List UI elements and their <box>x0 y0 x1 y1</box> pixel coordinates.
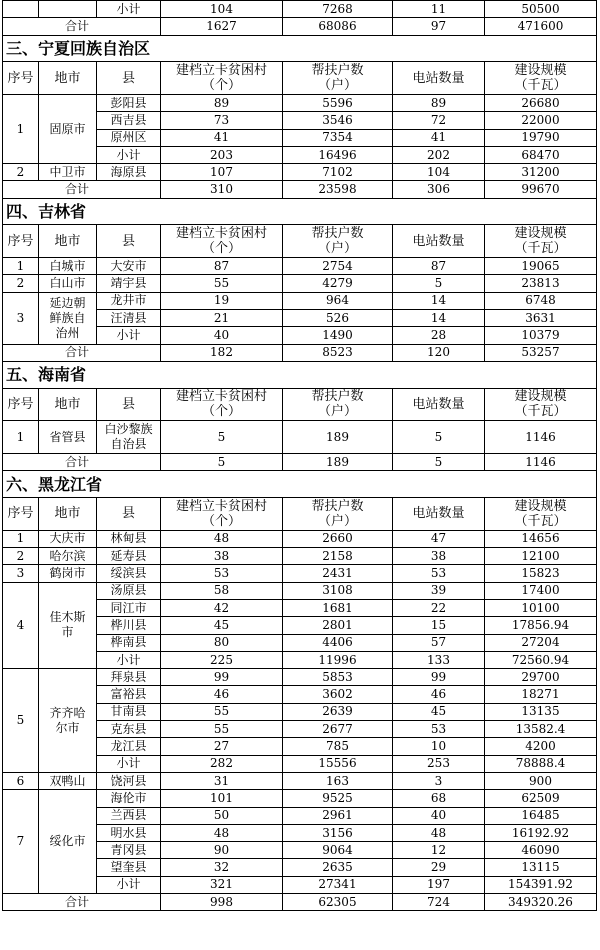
county-cell: 西吉县 <box>97 112 161 129</box>
section-title: 六、黑龙江省 <box>3 471 597 498</box>
scale-cell: 13582.4 <box>485 721 597 738</box>
table-row <box>3 421 597 454</box>
villages-cell: 50 <box>161 807 283 824</box>
total-row <box>3 454 597 471</box>
county-cell: 靖宇县 <box>97 275 161 292</box>
scale-cell: 31200 <box>485 164 597 181</box>
villages-cell: 80 <box>161 634 283 651</box>
total-label-cell: 合计 <box>3 344 161 361</box>
county-cell: 大安市 <box>97 258 161 275</box>
scale-cell: 19790 <box>485 129 597 146</box>
seq-cell: 2 <box>3 164 39 181</box>
villages-cell: 225 <box>161 651 283 668</box>
stations-cell: 10 <box>393 738 485 755</box>
table-row <box>3 565 597 582</box>
scale-cell: 154391.92 <box>485 876 597 893</box>
section-title: 五、海南省 <box>3 361 597 388</box>
header-seq: 序号 <box>3 388 39 421</box>
stations-cell: 72 <box>393 112 485 129</box>
villages-cell: 48 <box>161 530 283 547</box>
city-cell: 延边朝鲜族自治州 <box>39 292 97 344</box>
pv-poverty-alleviation-table <box>2 0 597 911</box>
seq-cell: 3 <box>3 565 39 582</box>
villages-cell: 40 <box>161 327 283 344</box>
section-title: 三、宁夏回族自治区 <box>3 35 597 62</box>
villages-cell: 182 <box>161 344 283 361</box>
scale-cell: 14656 <box>485 530 597 547</box>
stations-cell: 11 <box>393 1 485 18</box>
households-cell: 16496 <box>283 146 393 163</box>
stations-cell: 97 <box>393 18 485 35</box>
households-cell: 2660 <box>283 530 393 547</box>
stations-cell: 14 <box>393 292 485 309</box>
households-cell: 7102 <box>283 164 393 181</box>
total-row <box>3 18 597 35</box>
total-row <box>3 181 597 198</box>
stations-cell: 28 <box>393 327 485 344</box>
table-row <box>3 530 597 547</box>
villages-cell: 104 <box>161 1 283 18</box>
county-cell: 望奎县 <box>97 859 161 876</box>
villages-cell: 310 <box>161 181 283 198</box>
stations-cell: 29 <box>393 859 485 876</box>
table-row <box>3 790 597 807</box>
households-cell: 785 <box>283 738 393 755</box>
households-cell: 189 <box>283 421 393 454</box>
seq-cell: 1 <box>3 530 39 547</box>
total-row <box>3 344 597 361</box>
county-cell: 原州区 <box>97 129 161 146</box>
city-cell: 双鸭山 <box>39 772 97 789</box>
scale-cell: 12100 <box>485 548 597 565</box>
scale-cell: 13135 <box>485 703 597 720</box>
households-cell: 2635 <box>283 859 393 876</box>
county-cell: 汪清县 <box>97 310 161 327</box>
city-cell: 大庆市 <box>39 530 97 547</box>
header-seq: 序号 <box>3 62 39 95</box>
households-cell: 3602 <box>283 686 393 703</box>
scale-cell: 29700 <box>485 669 597 686</box>
stations-cell: 45 <box>393 703 485 720</box>
header-seq: 序号 <box>3 498 39 531</box>
villages-cell: 99 <box>161 669 283 686</box>
scale-cell: 900 <box>485 772 597 789</box>
county-cell: 白沙黎族自治县 <box>97 421 161 454</box>
households-cell: 964 <box>283 292 393 309</box>
header-stations: 电站数量 <box>393 498 485 531</box>
households-cell: 15556 <box>283 755 393 772</box>
stations-cell: 120 <box>393 344 485 361</box>
households-cell: 2801 <box>283 617 393 634</box>
county-cell: 小计 <box>97 876 161 893</box>
stations-cell: 104 <box>393 164 485 181</box>
villages-cell: 203 <box>161 146 283 163</box>
city-cell: 省管县 <box>39 421 97 454</box>
county-cell: 兰西县 <box>97 807 161 824</box>
villages-cell: 21 <box>161 310 283 327</box>
scale-cell: 16192.92 <box>485 824 597 841</box>
stations-cell: 48 <box>393 824 485 841</box>
table-row <box>3 258 597 275</box>
stations-cell: 202 <box>393 146 485 163</box>
stations-cell: 5 <box>393 454 485 471</box>
stations-cell: 53 <box>393 565 485 582</box>
households-cell: 68086 <box>283 18 393 35</box>
header-county: 县 <box>97 62 161 95</box>
section-title-row <box>3 198 597 225</box>
households-cell: 1490 <box>283 327 393 344</box>
villages-cell: 90 <box>161 842 283 859</box>
stations-cell: 724 <box>393 894 485 911</box>
villages-cell: 321 <box>161 876 283 893</box>
scale-cell: 16485 <box>485 807 597 824</box>
stations-cell: 306 <box>393 181 485 198</box>
seq-cell: 6 <box>3 772 39 789</box>
villages-cell: 101 <box>161 790 283 807</box>
stations-cell: 22 <box>393 600 485 617</box>
households-cell: 2677 <box>283 721 393 738</box>
scale-cell: 18271 <box>485 686 597 703</box>
scale-cell: 6748 <box>485 292 597 309</box>
table-row <box>3 1 597 18</box>
villages-cell: 53 <box>161 565 283 582</box>
city-cell: 固原市 <box>39 94 97 163</box>
total-label-cell: 合计 <box>3 894 161 911</box>
seq-cell: 7 <box>3 790 39 894</box>
county-cell: 海原县 <box>97 164 161 181</box>
header-row <box>3 498 597 531</box>
city-cell: 绥化市 <box>39 790 97 894</box>
households-cell: 163 <box>283 772 393 789</box>
scale-cell: 10379 <box>485 327 597 344</box>
households-cell: 27341 <box>283 876 393 893</box>
households-cell: 3546 <box>283 112 393 129</box>
villages-cell: 55 <box>161 275 283 292</box>
header-villages: 建档立卡贫困村 （个） <box>161 388 283 421</box>
county-cell: 小计 <box>97 651 161 668</box>
scale-cell: 19065 <box>485 258 597 275</box>
header-stations: 电站数量 <box>393 388 485 421</box>
households-cell: 62305 <box>283 894 393 911</box>
stations-cell: 40 <box>393 807 485 824</box>
county-cell: 小计 <box>97 146 161 163</box>
scale-cell: 13115 <box>485 859 597 876</box>
villages-cell: 55 <box>161 703 283 720</box>
scale-cell: 68470 <box>485 146 597 163</box>
header-scale: 建设规模 （千瓦） <box>485 388 597 421</box>
households-cell: 3156 <box>283 824 393 841</box>
villages-cell: 19 <box>161 292 283 309</box>
scale-cell: 17856.94 <box>485 617 597 634</box>
villages-cell: 58 <box>161 582 283 599</box>
table-row <box>3 275 597 292</box>
header-county: 县 <box>97 225 161 258</box>
households-cell: 2754 <box>283 258 393 275</box>
stations-cell: 133 <box>393 651 485 668</box>
stations-cell: 53 <box>393 721 485 738</box>
seq-cell: 5 <box>3 669 39 773</box>
scale-cell: 23813 <box>485 275 597 292</box>
city-cell <box>39 1 97 18</box>
households-cell: 8523 <box>283 344 393 361</box>
document-page <box>2 0 596 911</box>
scale-cell: 1146 <box>485 421 597 454</box>
scale-cell: 10100 <box>485 600 597 617</box>
county-cell: 富裕县 <box>97 686 161 703</box>
households-cell: 7268 <box>283 1 393 18</box>
stations-cell: 68 <box>393 790 485 807</box>
scale-cell: 99670 <box>485 181 597 198</box>
villages-cell: 998 <box>161 894 283 911</box>
stations-cell: 38 <box>393 548 485 565</box>
households-cell: 7354 <box>283 129 393 146</box>
seq-cell: 1 <box>3 421 39 454</box>
villages-cell: 27 <box>161 738 283 755</box>
scale-cell: 17400 <box>485 582 597 599</box>
scale-cell: 471600 <box>485 18 597 35</box>
stations-cell: 47 <box>393 530 485 547</box>
stations-cell: 41 <box>393 129 485 146</box>
villages-cell: 38 <box>161 548 283 565</box>
county-cell: 明水县 <box>97 824 161 841</box>
villages-cell: 87 <box>161 258 283 275</box>
villages-cell: 5 <box>161 421 283 454</box>
seq-cell: 1 <box>3 258 39 275</box>
header-villages: 建档立卡贫困村 （个） <box>161 225 283 258</box>
table-row <box>3 772 597 789</box>
stations-cell: 253 <box>393 755 485 772</box>
households-cell: 2639 <box>283 703 393 720</box>
seq-cell: 1 <box>3 94 39 163</box>
stations-cell: 57 <box>393 634 485 651</box>
section-title-row <box>3 35 597 62</box>
villages-cell: 31 <box>161 772 283 789</box>
scale-cell: 1146 <box>485 454 597 471</box>
section-title: 四、吉林省 <box>3 198 597 225</box>
header-city: 地市 <box>39 498 97 531</box>
villages-cell: 5 <box>161 454 283 471</box>
households-cell: 5596 <box>283 94 393 111</box>
table-row <box>3 669 597 686</box>
stations-cell: 87 <box>393 258 485 275</box>
table-row <box>3 548 597 565</box>
header-scale: 建设规模 （千瓦） <box>485 498 597 531</box>
header-row <box>3 225 597 258</box>
header-villages: 建档立卡贫困村 （个） <box>161 498 283 531</box>
header-row <box>3 388 597 421</box>
stations-cell: 5 <box>393 421 485 454</box>
county-cell: 延寿县 <box>97 548 161 565</box>
total-row <box>3 894 597 911</box>
section-title-row <box>3 361 597 388</box>
villages-cell: 32 <box>161 859 283 876</box>
county-cell: 甘南县 <box>97 703 161 720</box>
stations-cell: 5 <box>393 275 485 292</box>
scale-cell: 46090 <box>485 842 597 859</box>
seq-cell: 4 <box>3 582 39 668</box>
county-cell: 桦南县 <box>97 634 161 651</box>
stations-cell: 89 <box>393 94 485 111</box>
stations-cell: 46 <box>393 686 485 703</box>
county-cell: 林甸县 <box>97 530 161 547</box>
header-households: 帮扶户数 （户） <box>283 388 393 421</box>
households-cell: 5853 <box>283 669 393 686</box>
households-cell: 2961 <box>283 807 393 824</box>
county-cell: 海伦市 <box>97 790 161 807</box>
seq-cell: 2 <box>3 275 39 292</box>
stations-cell: 15 <box>393 617 485 634</box>
city-cell: 佳木斯市 <box>39 582 97 668</box>
table-row <box>3 582 597 599</box>
households-cell: 9525 <box>283 790 393 807</box>
stations-cell: 99 <box>393 669 485 686</box>
scale-cell: 50500 <box>485 1 597 18</box>
county-cell: 彭阳县 <box>97 94 161 111</box>
households-cell: 4279 <box>283 275 393 292</box>
scale-cell: 78888.4 <box>485 755 597 772</box>
villages-cell: 55 <box>161 721 283 738</box>
county-cell: 拜泉县 <box>97 669 161 686</box>
section-title-row <box>3 471 597 498</box>
villages-cell: 48 <box>161 824 283 841</box>
header-row <box>3 62 597 95</box>
total-label-cell: 合计 <box>3 181 161 198</box>
stations-cell: 12 <box>393 842 485 859</box>
header-households: 帮扶户数 （户） <box>283 225 393 258</box>
header-county: 县 <box>97 388 161 421</box>
county-cell: 龙江县 <box>97 738 161 755</box>
households-cell: 1681 <box>283 600 393 617</box>
seq-cell <box>3 1 39 18</box>
city-cell: 白城市 <box>39 258 97 275</box>
households-cell: 526 <box>283 310 393 327</box>
header-villages: 建档立卡贫困村 （个） <box>161 62 283 95</box>
header-city: 地市 <box>39 225 97 258</box>
seq-cell: 3 <box>3 292 39 344</box>
city-cell: 哈尔滨 <box>39 548 97 565</box>
city-cell: 中卫市 <box>39 164 97 181</box>
header-households: 帮扶户数 （户） <box>283 498 393 531</box>
scale-cell: 4200 <box>485 738 597 755</box>
header-scale: 建设规模 （千瓦） <box>485 62 597 95</box>
stations-cell: 14 <box>393 310 485 327</box>
villages-cell: 89 <box>161 94 283 111</box>
table-row <box>3 94 597 111</box>
households-cell: 11996 <box>283 651 393 668</box>
county-cell: 克东县 <box>97 721 161 738</box>
header-households: 帮扶户数 （户） <box>283 62 393 95</box>
header-scale: 建设规模 （千瓦） <box>485 225 597 258</box>
scale-cell: 26680 <box>485 94 597 111</box>
scale-cell: 15823 <box>485 565 597 582</box>
villages-cell: 45 <box>161 617 283 634</box>
table-row <box>3 292 597 309</box>
county-cell: 青冈县 <box>97 842 161 859</box>
city-cell: 白山市 <box>39 275 97 292</box>
header-stations: 电站数量 <box>393 62 485 95</box>
households-cell: 9064 <box>283 842 393 859</box>
county-cell: 小计 <box>97 1 161 18</box>
county-cell: 饶河县 <box>97 772 161 789</box>
villages-cell: 42 <box>161 600 283 617</box>
header-stations: 电站数量 <box>393 225 485 258</box>
villages-cell: 73 <box>161 112 283 129</box>
header-city: 地市 <box>39 62 97 95</box>
scale-cell: 53257 <box>485 344 597 361</box>
stations-cell: 197 <box>393 876 485 893</box>
households-cell: 2158 <box>283 548 393 565</box>
header-city: 地市 <box>39 388 97 421</box>
scale-cell: 22000 <box>485 112 597 129</box>
county-cell: 小计 <box>97 327 161 344</box>
households-cell: 4406 <box>283 634 393 651</box>
seq-cell: 2 <box>3 548 39 565</box>
table-row <box>3 164 597 181</box>
header-seq: 序号 <box>3 225 39 258</box>
households-cell: 23598 <box>283 181 393 198</box>
total-label-cell: 合计 <box>3 18 161 35</box>
county-cell: 桦川县 <box>97 617 161 634</box>
villages-cell: 46 <box>161 686 283 703</box>
scale-cell: 72560.94 <box>485 651 597 668</box>
villages-cell: 107 <box>161 164 283 181</box>
scale-cell: 3631 <box>485 310 597 327</box>
scale-cell: 349320.26 <box>485 894 597 911</box>
households-cell: 189 <box>283 454 393 471</box>
total-label-cell: 合计 <box>3 454 161 471</box>
scale-cell: 62509 <box>485 790 597 807</box>
villages-cell: 41 <box>161 129 283 146</box>
stations-cell: 39 <box>393 582 485 599</box>
county-cell: 同江市 <box>97 600 161 617</box>
stations-cell: 3 <box>393 772 485 789</box>
county-cell: 龙井市 <box>97 292 161 309</box>
city-cell: 鹤岗市 <box>39 565 97 582</box>
county-cell: 汤原县 <box>97 582 161 599</box>
villages-cell: 1627 <box>161 18 283 35</box>
scale-cell: 27204 <box>485 634 597 651</box>
county-cell: 绥滨县 <box>97 565 161 582</box>
households-cell: 3108 <box>283 582 393 599</box>
households-cell: 2431 <box>283 565 393 582</box>
villages-cell: 282 <box>161 755 283 772</box>
city-cell: 齐齐哈尔市 <box>39 669 97 773</box>
header-county: 县 <box>97 498 161 531</box>
county-cell: 小计 <box>97 755 161 772</box>
